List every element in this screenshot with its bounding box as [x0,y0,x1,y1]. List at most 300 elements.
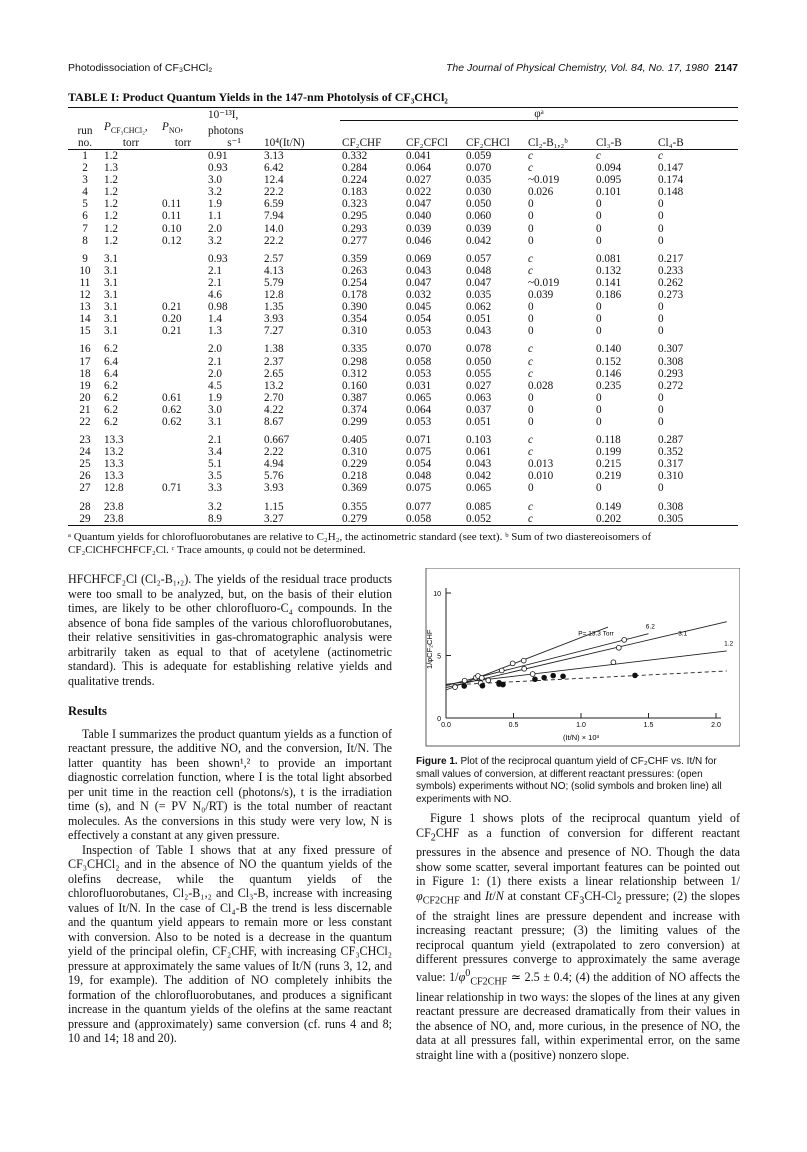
running-title: Photodissociation of CF₃CHCl₂ [68,62,213,74]
table-cell: 22.2 [264,234,284,247]
table-cell: 0 [528,415,534,428]
x-tick-label: 1.5 [643,722,654,729]
table-cell: 0.094 [596,162,622,175]
table-cell: 0.010 [528,470,554,483]
table-cell: 0.055 [466,367,492,380]
data-point [533,677,538,682]
table-row [68,289,738,301]
table-cell: 0.043 [406,264,432,277]
table-cell: 20 [79,391,91,404]
table-cell: 0.057 [466,252,492,265]
table-cell: 0.027 [466,379,492,392]
y-tick-label: 0 [437,716,441,723]
table-cell: 0.070 [466,162,492,175]
table-cell: 0.050 [466,198,492,211]
head-cf2chf: CF₂CHF [340,137,404,150]
table-cell: 1.4 [208,313,222,326]
table-cell: c [528,150,533,163]
table-cell: 12.4 [264,174,284,187]
table-cell: 0.355 [342,500,368,513]
table-cell: 18 [79,367,91,380]
table-cell: 0.21 [162,325,182,338]
table-cell: 1.3 [208,325,222,338]
table-cell: 0.317 [658,458,684,471]
table-cell: 0.369 [342,482,368,495]
page-header [68,62,738,76]
table-cell: 4 [82,186,88,199]
table-cell: 3.27 [262,513,340,526]
table-cell: c [528,446,533,459]
x-axis-label: (It/N) × 10³ [562,733,600,742]
table-cell: 0.21 [162,301,182,314]
table-cell: 0.11 [162,210,182,223]
table-cell: 0.040 [406,210,432,223]
paragraph: Table I summarizes the product quantum yields as a function of reactant pressure, the additive NO, and the conversion, It/N. The latter quantity has been shown¹,² to provide an important diagnostic correlation function, where I is the total light absorbed per unit time in the reaction cell (photons/s), t is the irradiation time (s), and N (= PV N₀/RT) is the total number of reactant molecules. As the conversions in this study were very low, N is effectively a constant at any given pressure. [68,726,392,842]
table-row [68,162,738,174]
table-cell: 4.94 [264,458,284,471]
table-cell: 0 [528,313,534,326]
table-cell: 4.6 [208,289,222,302]
table-cell: 0.667 [264,434,290,447]
table-cell: 6 [82,210,88,223]
table-cell: 0.045 [406,301,432,314]
table-cell: 13.2 [264,379,284,392]
table-cell: 3.1 [104,276,118,289]
table-cell: 0.20 [162,313,182,326]
table-cell: 0 [528,301,534,314]
table-cell: 0.62 [162,403,182,416]
line-label: 1.2 [724,640,734,648]
table-cell: 7.27 [264,325,284,338]
table-row [68,428,738,446]
table-cell: 0.93 [208,162,228,175]
table-cell: 3.3 [208,482,222,495]
data-point [611,660,616,665]
table-row [68,265,738,277]
table-cell: c [528,343,533,356]
table-cell: 6.2 [104,343,118,356]
head-cl3b: Cl₃-B [594,137,656,150]
table-cell: 0.352 [658,446,684,459]
table-cell: 4.5 [208,379,222,392]
table-cell: 0.043 [466,325,492,338]
table-cell: c [528,252,533,265]
table-row [68,186,738,198]
table-cell: 0.062 [466,301,492,314]
table-cell: 0.037 [466,403,492,416]
table-cell: 0.148 [658,186,684,199]
table-cell: 3.5 [208,470,222,483]
table-cell: 0.030 [466,186,492,199]
table-cell: 12.8 [104,482,124,495]
table-cell: 28 [79,500,91,513]
table-cell: 0.095 [596,174,622,187]
table-cell: 0 [658,415,664,428]
table-cell: 0.12 [162,234,182,247]
table-cell [160,356,206,368]
table-cell: 29 [68,513,102,526]
table-cell: 0 [596,325,602,338]
data-point [522,666,527,671]
table-cell: 0.053 [406,415,432,428]
table-cell: 0.064 [406,403,432,416]
head-intensity-3: s⁻¹ [206,137,262,150]
table-cell: 0.069 [406,252,432,265]
line-label: 3.1 [678,630,688,638]
table-cell: 22.2 [264,186,284,199]
table-cell: 3.1 [208,415,222,428]
table-row [68,356,738,368]
table-cell: 0.219 [596,470,622,483]
table-cell: 0.160 [342,379,368,392]
table-cell: 6.2 [104,391,118,404]
table-cell: 2.1 [208,434,222,447]
table-cell: 3.93 [264,482,284,495]
table-cell: 1.2 [104,174,118,187]
table-cell [160,513,206,526]
table-cell: 3.0 [208,174,222,187]
table-cell: 0 [528,222,534,235]
table-row [68,277,738,289]
table-cell: 3.1 [104,325,118,338]
table-cell: 0.178 [342,289,368,302]
table-cell: 0.022 [406,186,432,199]
table-cell: 0 [596,313,602,326]
table-cell: 3.4 [208,446,222,459]
head-conversion: 10⁴(It/N) [262,137,340,150]
table-cell: 0.053 [406,367,432,380]
table-cell: 0.308 [658,500,684,513]
table-cell: 5.1 [208,458,222,471]
table-cell: 0.035 [466,289,492,302]
table-cell: 0.103 [466,434,492,447]
table-cell: 4.13 [264,264,284,277]
table-cell: 0.152 [596,355,622,368]
table-cell: 0.405 [342,434,368,447]
table-cell: 0.307 [658,343,684,356]
data-point [499,668,504,673]
table-cell: 4.22 [264,403,284,416]
table-cell: 0.147 [658,162,684,175]
table-row [68,495,738,513]
table-cell: 7.94 [264,210,284,223]
table-cell: 21 [79,403,91,416]
table-cell: 1.2 [104,150,118,163]
table-cell: 0 [596,482,602,495]
table-cell: 2.1 [208,355,222,368]
table-cell: 0.62 [162,415,182,428]
table-cell: 0.272 [658,379,684,392]
table-cell: 0.186 [596,289,622,302]
table-cell [160,277,206,289]
table-row [68,198,738,210]
table-cell: 0.048 [466,264,492,277]
table-cell: 0.051 [466,415,492,428]
table-cell: 0.310 [342,446,368,459]
table-cell: 2.0 [208,343,222,356]
x-tick-label: 0.0 [441,722,451,729]
table-cell [160,495,206,513]
table-cell: 0.064 [406,162,432,175]
table-cell: 0.075 [406,482,432,495]
table-cell: 6.59 [264,198,284,211]
table-cell: 0 [658,222,664,235]
table-cell: 0.026 [528,186,554,199]
table-cell: 26 [79,470,91,483]
table-cell: 23.8 [102,513,160,526]
figure-caption: Figure 1. Plot of the reciprocal quantum yield of CF₂CHF vs. It/N for small values of conversion, at different reactant pressures: (open symbols) experiments without NO; (solid symbols and broken line) all experiments with NO. [416,756,722,805]
head-run-1: run [77,124,93,137]
x-tick-label: 2.0 [711,722,721,729]
table-cell: 0.101 [596,186,622,199]
table-cell: 25 [79,458,91,471]
table-cell: 0.065 [406,391,432,404]
page-number: 2147 [714,62,738,74]
table-cell: 1.9 [208,198,222,211]
table-cell: 0.284 [342,162,368,175]
table-cell: 0.273 [658,289,684,302]
table-cell: 1.2 [104,210,118,223]
table-cell: 0 [658,325,664,338]
table-row [68,368,738,380]
table-row [68,458,738,470]
table-cell: 0 [658,403,664,416]
table-cell: 0.061 [466,446,492,459]
table-cell: 1.2 [104,198,118,211]
table-cell: 0 [658,210,664,223]
table-cell [160,380,206,392]
table-cell: 0.141 [596,276,622,289]
head-cl4b: Cl₄-B [656,137,738,150]
table-row [68,325,738,337]
table-cell: 0 [528,403,534,416]
table-cell [160,174,206,186]
table-cell: c [528,434,533,447]
table-cell: 0.052 [464,513,526,526]
table-cell [160,265,206,277]
table-cell: 0.043 [466,458,492,471]
table-cell: 0.277 [342,234,368,247]
table-cell: 1.9 [208,391,222,404]
table-cell: 0 [596,391,602,404]
table-cell: 0.293 [342,222,368,235]
table-cell: 2.0 [208,367,222,380]
table-cell: 3 [82,174,88,187]
table-cell: 0.10 [162,222,182,235]
table-cell: 0.042 [466,234,492,247]
table-cell: 0.048 [406,470,432,483]
table-cell: 2.1 [208,276,222,289]
table-cell: 0.199 [596,446,622,459]
table-row [68,313,738,325]
table-cell: c [528,162,533,175]
table-cell [160,289,206,301]
table-cell: 5.76 [264,470,284,483]
head-cl2b: Cl₂-B₁,₂ᵇ [526,137,594,150]
table-cell: 0 [528,234,534,247]
table-cell: 16 [79,343,91,356]
table-cell: 2.57 [264,252,284,265]
table-cell: 0.332 [342,150,368,163]
table-cell: 0.359 [342,252,368,265]
table-cell: 10 [79,264,91,277]
table-cell: 0.047 [466,276,492,289]
data-point [480,683,485,688]
table-cell: 0.310 [658,470,684,483]
head-run-2: no. [68,137,102,150]
data-point [510,661,515,666]
data-point [542,675,547,680]
head-phi: φᵃ [340,108,738,121]
table-cell: 3.2 [208,234,222,247]
table-cell: 0.146 [596,367,622,380]
table-cell: 0.299 [342,415,368,428]
line-labels [578,624,733,648]
head-pressure-2: torr [102,137,160,150]
table-cell: 23.8 [104,500,124,513]
table-cell: 0.047 [406,198,432,211]
table-cell: 0.335 [342,343,368,356]
table-body [68,150,738,526]
table-caption: TABLE I: Product Quantum Yields in the 147-nm Photolysis of CF₃CHCl₂ [68,90,448,104]
table-cell: 0 [596,222,602,235]
data-point [551,673,556,678]
head-intensity-2: photons [208,124,244,137]
table-cell: 14 [79,313,91,326]
table-cell: 0.254 [342,276,368,289]
head-pressure-1: $P_{CF_3CHCl_2}$, [104,120,148,135]
table-cell: 0.060 [466,210,492,223]
table-cell: 0.032 [406,289,432,302]
table-row [68,513,738,526]
table-row [68,404,738,416]
table-cell: 3.13 [264,150,284,163]
table-cell: 1.35 [264,301,284,314]
data-point [633,673,638,678]
table-cell [160,458,206,470]
table-cell: 0.279 [340,513,404,526]
table-cell: 2.65 [264,367,284,380]
table-cell: 0.310 [342,325,368,338]
journal-citation [446,62,738,74]
table-cell: 0.027 [406,174,432,187]
table-cell: 0.054 [406,458,432,471]
table-row [68,174,738,186]
head-cf2chcl: CF₂CHCl [464,137,526,150]
table-cell: 0.031 [406,379,432,392]
head-no-pressure-1: $P_{NO}$, [162,120,184,135]
table-row [68,482,738,494]
table-cell [160,446,206,458]
table-cell: 3.1 [104,289,118,302]
data-point [530,672,535,677]
table-cell [160,368,206,380]
table-cell: 5 [82,198,88,211]
table-cell: 0.054 [406,313,432,326]
table-row [68,210,738,222]
table-cell: 0 [658,313,664,326]
table-cell: 3.93 [264,313,284,326]
data-point [616,645,621,650]
table-cell: 0.91 [208,150,228,163]
table-cell: 0.065 [466,482,492,495]
table-cell: 1.2 [104,234,118,247]
table-cell: 27 [79,482,91,495]
head-no-pressure-2: torr [160,137,206,150]
table-cell: 0.039 [528,289,554,302]
table-cell [160,150,206,163]
table-cell: 9 [82,252,88,265]
table-cell: 0.312 [342,367,368,380]
table-cell: 13 [79,301,91,314]
y-axis-label: 1/φCF₂CHF [425,629,434,669]
table-cell: 0.262 [658,276,684,289]
table-cell: 0 [658,198,664,211]
table-row [68,235,738,247]
table-cell: 0.058 [404,513,464,526]
table-cell: 1.38 [264,343,284,356]
table-cell: 0.081 [596,252,622,265]
table-cell: 0.039 [466,222,492,235]
table-cell: 0.140 [596,343,622,356]
table-cell: ~0.019 [528,276,560,289]
data-point [453,685,458,690]
table-cell: 0.233 [658,264,684,277]
table-cell: 0 [596,210,602,223]
table-cell: c [658,150,663,163]
table-cell: 0.390 [342,301,368,314]
table-cell: 0.374 [342,403,368,416]
table-cell: 0.354 [342,313,368,326]
table-cell: 23 [79,434,91,447]
table-footnote: ᵃ Quantum yields for chlorofluorobutanes are relative to C₂H₂, the actinometric standard (see text). ᵇ Sum of two diastereoisomers of CF₂ClCHFCHFCF₂Cl. ᶜ Trace amounts, φ could not be determined. [68,531,652,556]
data-point [462,684,467,689]
table-cell: 15 [79,325,91,338]
table-cell: 0.98 [208,301,228,314]
table-cell: 0.013 [528,458,554,471]
table-cell: 2.1 [208,264,222,277]
table-cell: 0.118 [596,434,621,447]
table-cell: 0.050 [466,355,492,368]
table-cell: 0 [596,415,602,428]
table-cell: 0 [528,325,534,338]
table-cell [160,247,206,265]
table-cell: 0.215 [596,458,622,471]
table-cell: 19 [79,379,91,392]
head-intensity-1: 10⁻¹³I, [206,108,262,121]
table-cell: 0.235 [596,379,622,392]
right-column [416,811,740,1062]
paragraph: Inspection of Table I shows that at any fixed pressure of CF₃CHCl₂ and in the absence of NO the quantum yields of the olefins decrease, while the quantum yields of the chlorofluorobutanes, Cl₂-B₁,₂ and Cl₃-B, increase with increasing values of It/N. In the case of Cl₄-B the trend is less discernable and the quantum yield appears to remain more or less constant with conversion. Also to be noted is a decrease in the quantum yield of the principal olefin, CF₂CHF, with increasing CF₃CHCl₂ pressure at approximately the same values of It/N (runs 3, 12, and 19, for example). The addition of NO completely inhibits the formation of the chlorofluorobutanes, and produces a significant increase in the quantum yields of the olefins at the same reactant pressure and (approximately) same conversion (cf. runs 4 and 8; 10 and 14; 18 and 20). [68,842,392,1045]
table-cell: 0 [528,198,534,211]
line-label: P= 13.3 Torr [578,630,614,638]
data-point [497,682,502,687]
table-cell: 0.387 [342,391,368,404]
table-cell: 0.035 [466,174,492,187]
table-cell: c [528,367,533,380]
table-cell: c [596,150,601,163]
table-cell: 0.059 [466,150,492,163]
table-row [68,416,738,428]
table-cell: 0.075 [406,446,432,459]
x-tick-label: 1.0 [576,722,586,729]
table-cell [160,337,206,355]
data-points [453,637,740,689]
table-cell: 0.71 [162,482,182,495]
table-cell: 0 [528,391,534,404]
table-cell: 13.3 [104,434,124,447]
table-cell: 3.2 [208,500,222,513]
